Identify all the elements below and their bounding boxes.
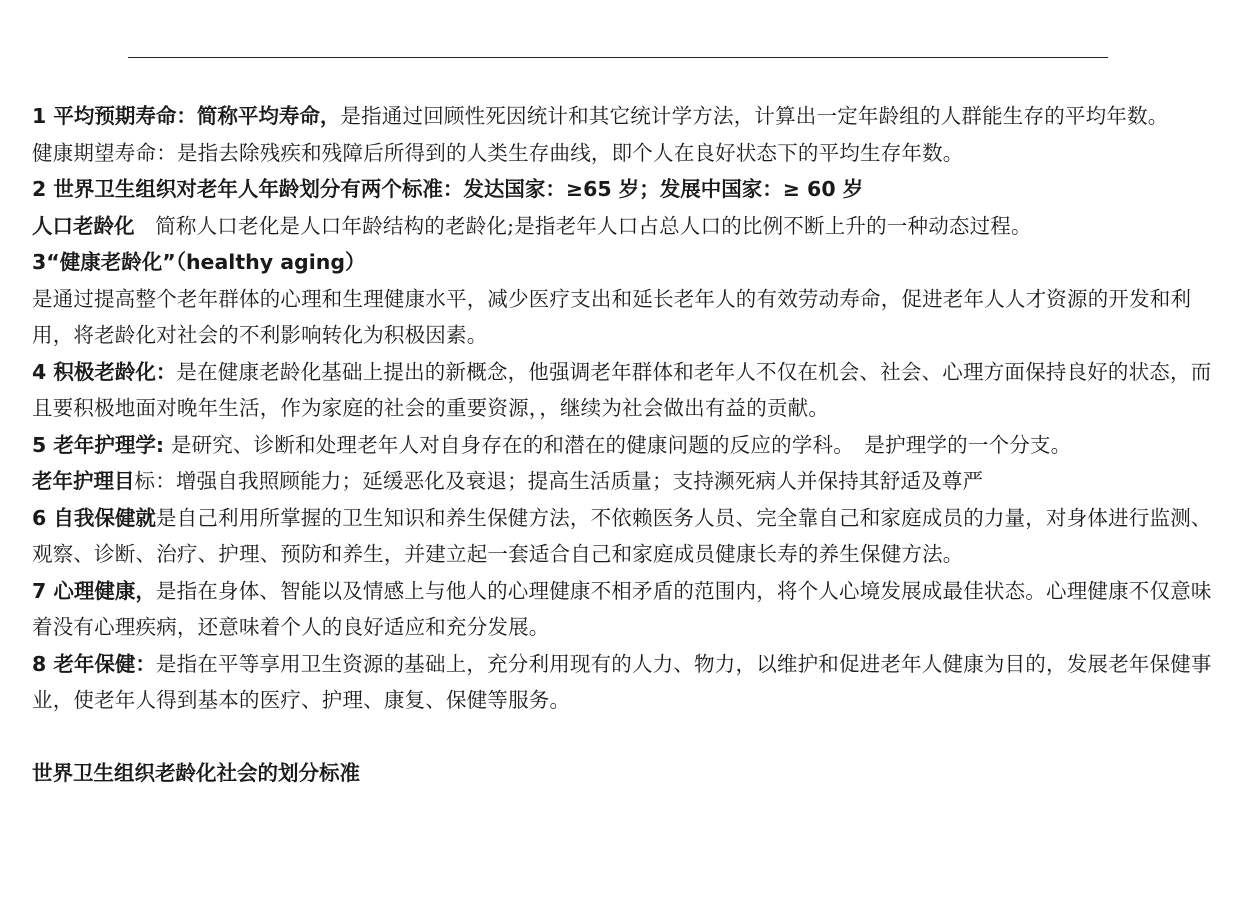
definition-population-aging — [32, 208, 1232, 245]
term-heading: 1 平均预期寿命：简称平均寿命， — [32, 104, 341, 128]
section-heading-who-aging-society — [32, 755, 1232, 792]
definition-mental-health — [32, 573, 1232, 646]
definition-elderly-health-care — [32, 646, 1232, 719]
who-age-standard — [32, 171, 1232, 208]
term-heading: 3“健康老龄化”（healthy aging） — [32, 250, 366, 274]
definition-text: 是研究、诊断和处理老年人对自身存在的和潜在的健康问题的反应的学科。 是护理学的一个分支。 — [164, 432, 1072, 457]
paragraph-gap — [32, 719, 1232, 755]
healthy-aging-heading — [32, 244, 1232, 281]
term-heading: 老年护理目 — [32, 469, 135, 493]
header-rule — [128, 57, 1108, 58]
definition-text: 是自己利用所掌握的卫生知识和养生保健方法，不依赖医务人员、完全靠自己和家庭成员的力量，对身体进行监测、观察、诊断、治疗、护理、预防和养生，并建立起一套适合自己和家庭成员健康长寿的养生保健方法。 — [32, 505, 1212, 566]
definition-active-aging — [32, 354, 1232, 427]
definition-life-expectancy — [32, 98, 1232, 135]
definition-text: 标：增强自我照顾能力；延缓恶化及衰退；提高生活质量；支持濒死病人并保持其舒适及尊严 — [134, 469, 984, 493]
definition-geriatric-nursing — [32, 427, 1232, 464]
definition-text: 是通过提高整个老年群体的心理和生理健康水平，减少医疗支出和延长老年人的有效劳动寿命，促进老年人人才资源的开发和利用，将老龄化对社会的不利影响转化为积极因素。 — [32, 286, 1192, 347]
definition-text: 是指在平等享用卫生资源的基础上，充分利用现有的人力、物力，以维护和促进老年人健康为目的，发展老年保健事业，使老年人得到基本的医疗、护理、康复、保健等服务。 — [32, 651, 1212, 712]
term-heading: 7 心理健康， — [32, 578, 156, 603]
document-body — [32, 98, 1232, 791]
term-heading: 8 老年保健： — [32, 651, 156, 676]
definition-text: 是指通过回顾性死因统计和其它统计学方法，计算出一定年龄组的人群能生存的平均年数。 — [340, 104, 1169, 128]
definition-text: 是指在身体、智能以及情感上与他人的心理健康不相矛盾的范围内，将个人心境发展成最佳状态。心理健康不仅意味着没有心理疾病，还意味着个人的良好适应和充分发展。 — [32, 578, 1212, 639]
geriatric-nursing-goals — [32, 463, 1232, 500]
term-heading: 5 老年护理学: — [32, 432, 165, 457]
term-heading: 4 积极老龄化： — [32, 359, 177, 384]
term-heading: 人口老龄化 — [32, 213, 135, 238]
definition-text: 健康期望寿命：是指去除残疾和残障后所得到的人类生存曲线，即个人在良好状态下的平均生存年数。 — [32, 140, 964, 165]
definition-healthy-aging — [32, 281, 1232, 354]
definition-text: 是在健康老龄化基础上提出的新概念，他强调老年群体和老年人不仅在机会、社会、心理方面保持良好的状态，而且要积极地面对晚年生活，作为家庭的社会的重要资源，，继续为社会做出有益的贡献。 — [32, 359, 1212, 420]
definition-text: 简称人口老化是人口年龄结构的老龄化;是指老年人口占总人口的比例不断上升的一种动态过程。 — [134, 213, 1032, 238]
section-heading: 世界卫生组织老龄化社会的划分标准 — [32, 760, 360, 785]
definition-self-care — [32, 500, 1232, 573]
term-heading: 2 世界卫生组织对老年人年龄划分有两个标准：发达国家：≥65 岁；发展中国家：≥ 60 岁 — [32, 177, 864, 201]
definition-healthy-life-expectancy — [32, 135, 1232, 172]
term-heading: 6 自我保健就 — [32, 505, 156, 530]
